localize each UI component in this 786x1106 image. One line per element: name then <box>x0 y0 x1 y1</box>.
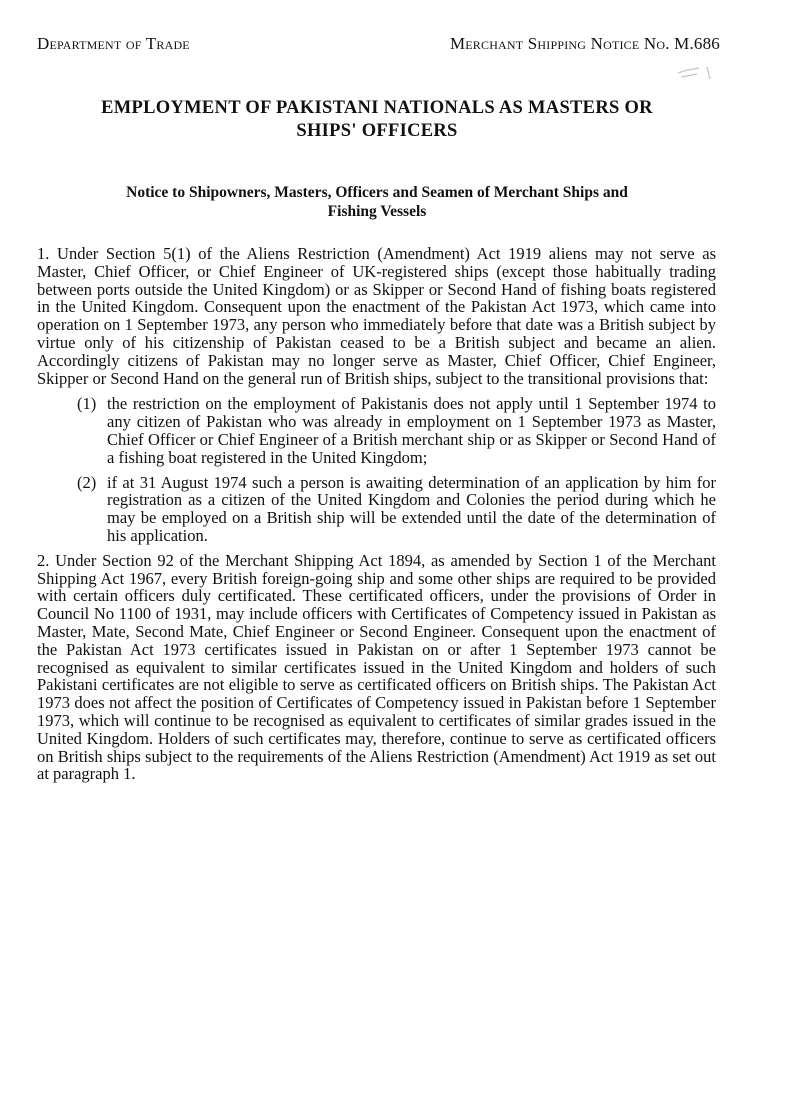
provision-text-1: the restriction on the employment of Pakistanis does not apply until 1 September 1974 to any citizen of Pakistan who was already in employment on 1 September 1973 as Master, Chief Officer or Chief Engineer of a British merchant ship or as Skipper or Second Hand of a fishing boat registered in the United Kingdom; <box>107 394 716 467</box>
provision-item-1 <box>77 395 716 466</box>
provision-text-2: if at 31 August 1974 such a person is awaiting determination of an application by him for registration as a citizen of the United Kingdom and Colonies the period during which he may be employed on a British ship will be extended until the date of the determination of his application. <box>107 472 716 545</box>
page-header <box>37 34 720 54</box>
subtitle-line-2: Fishing Vessels <box>327 203 427 220</box>
provision-item-2 <box>77 474 716 545</box>
paragraph-1: 1. Under Section 5(1) of the Aliens Restriction (Amendment) Act 1919 aliens may not serve as Master, Chief Officer, or Chief Engineer of UK-registered ships (except those habitually trading between ports outside the United Kingdom) or as Skipper or Second Hand of fishing boats registered in the United Kingdom. Consequent upon the enactment of the Pakistan Act 1973, which came into operation on 1 September 1973, any person who immediately before that date was a British subject by virtue only of his citizenship of Pakistan ceased to be a British subject and became an alien. Accordingly citizens of Pakistan may no longer serve as Master, Chief Officer, Chief Engineer, Skipper or Second Hand on the general run of British ships, subject to the transitional provisions that: <box>37 244 716 388</box>
title-line-1: EMPLOYMENT OF PAKISTANI NATIONALS AS MASTERS OR <box>101 98 653 118</box>
document-body <box>37 245 716 791</box>
paragraph-2: 2. Under Section 92 of the Merchant Shipping Act 1894, as amended by Section 1 of the Merchant Shipping Act 1967, every British foreign-going ship and some other ships are required to be provided with certain officers duly certificated. These certificated officers, under the provisions of Order in Council No 1100 of 1931, may include officers with Certificates of Competency issued in Pakistan as Master, Mate, Second Mate, Chief Engineer or Second Engineer. Consequent upon the enactment of the Pakistan Act 1973 certificates issued in Pakistan on or after 1 September 1973 cannot be recognised as equivalent to similar certificates issued in the United Kingdom and holders of such Pakistani certificates are not eligible to serve as certificated officers on British ships. The Pakistan Act 1973 does not affect the position of Certificates of Competency issued in Pakistan before 1 September 1973, which will continue to be recognised as equivalent to certificates of similar grades issued in the United Kingdom. Holders of such certificates may, therefore, continue to serve as certificated officers on British ships subject to the requirements of the Aliens Restriction (Amendment) Act 1919 as set out at paragraph 1. <box>37 550 716 784</box>
notice-prefix: Merchant Shipping Notice No. <box>449 34 670 53</box>
document-subtitle <box>37 183 717 221</box>
notice-reference <box>450 34 720 54</box>
notice-number: M.686 <box>674 34 720 53</box>
provision-number-1: (1) <box>77 394 97 414</box>
document-title <box>37 97 717 143</box>
title-line-2: SHIPS' OFFICERS <box>296 121 458 141</box>
handwritten-mark <box>675 64 715 80</box>
provision-number-2: (2) <box>77 472 97 492</box>
department-name: Department of Trade <box>37 34 190 53</box>
subtitle-line-1: Notice to Shipowners, Masters, Officers and Seamen of Merchant Ships and <box>126 184 628 201</box>
